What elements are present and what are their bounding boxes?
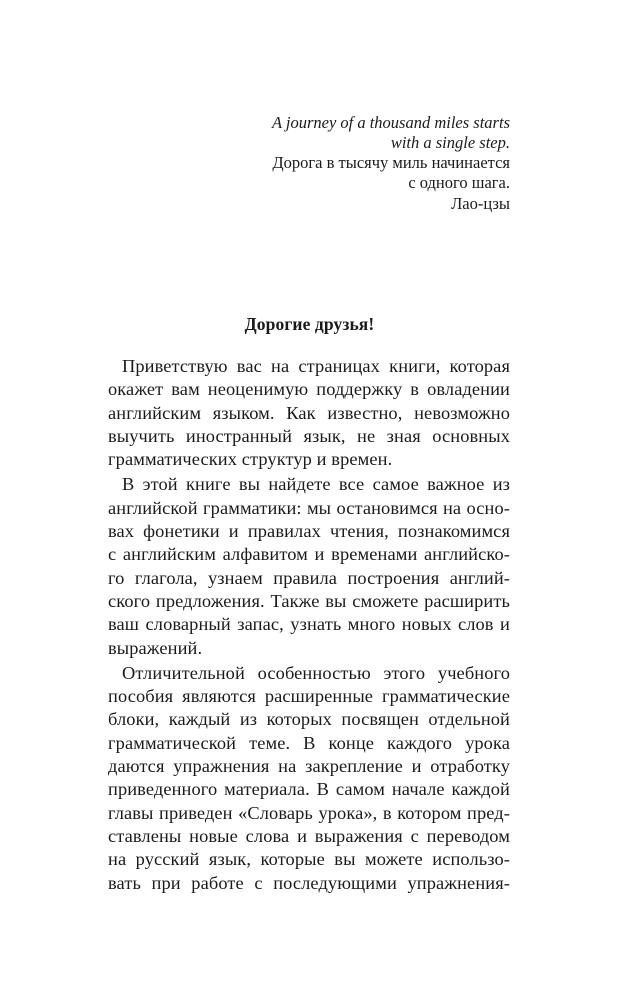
text-line: главы приведен «Словарь урока», в котором пред- xyxy=(108,802,510,823)
text-line: ского предложения. Также вы сможете расширить xyxy=(108,590,510,611)
text-line: даются упражнения на закрепление и отработку xyxy=(108,756,510,777)
text-line: Отличительной особенностью этого учебного xyxy=(122,662,510,683)
paragraph-2 xyxy=(108,473,510,659)
epigraph-english-line-2: with a single step. xyxy=(390,133,510,152)
epigraph-author: Лао-цзы xyxy=(451,194,510,213)
text-line: Приветствую вас на страницах книги, которая xyxy=(122,356,510,376)
text-line: с английским алфавитом и временами английско- xyxy=(108,544,510,565)
epigraph xyxy=(272,113,510,214)
text-line: вах фонетики и правилах чтения, познакомимся xyxy=(108,521,510,542)
body-text xyxy=(108,355,510,897)
text-line: блоки, каждый из которых посвящен отдельной xyxy=(108,709,510,730)
epigraph-russian-line-2: с одного шага. xyxy=(408,173,510,192)
text-line: английским языком. Как известно, невозможно xyxy=(108,402,510,423)
text-line: приведенного материала. В самом начале каждой xyxy=(108,779,510,800)
text-line: ставлены новые слова и выражения с переводом xyxy=(108,825,510,846)
text-line: ваш словарный запас, узнать много новых слов и xyxy=(108,614,510,635)
text-line: выучить иностранный язык, не зная основных xyxy=(108,425,510,446)
text-line: пособия являются расширенные грамматические xyxy=(108,686,510,707)
page-heading: Дорогие друзья! xyxy=(244,314,375,334)
text-line: го глагола, узнаем правила построения англий- xyxy=(108,567,510,588)
epigraph-english-line-1: A journey of a thousand miles starts xyxy=(271,113,510,132)
text-line: грамматических структур и времен. xyxy=(108,449,393,470)
text-line: выражений. xyxy=(108,637,203,658)
epigraph-russian-line-1: Дорога в тысячу миль начинается xyxy=(272,153,510,172)
text-line: вать при работе с последующими упражнения- xyxy=(108,872,510,893)
paragraph-3 xyxy=(108,662,510,895)
text-line: английской грамматики: мы остановимся на осно- xyxy=(108,497,510,518)
text-line: на русский язык, которые вы можете использо- xyxy=(108,849,510,870)
text-line: грамматической теме. В конце каждого урока xyxy=(108,732,510,753)
text-line: окажет вам неоценимую поддержку в овладении xyxy=(108,379,510,400)
text-line: В этой книге вы найдете все самое важное из xyxy=(122,474,510,495)
paragraph-1 xyxy=(108,355,510,471)
